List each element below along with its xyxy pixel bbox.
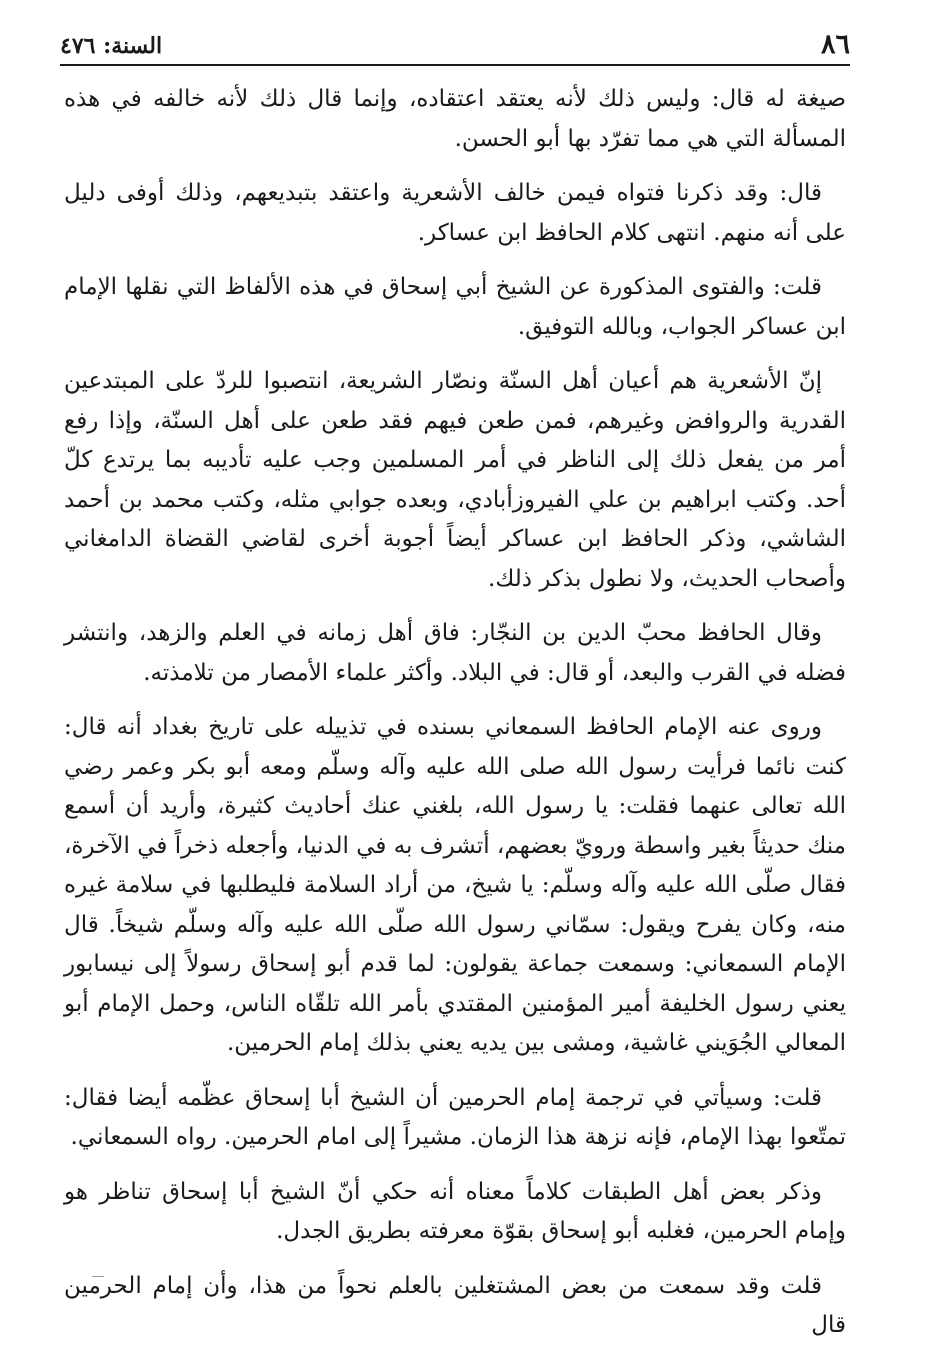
body-text	[64, 80, 846, 1361]
paragraph-8: وذكر بعض أهل الطبقات كلاماً معناه أنه حكي أنّ الشيخ أبا إسحاق تناظر هو وإمام الحرمين، فغلبه أبو إسحاق بقوّة معرفته بطريق الجدل.	[64, 1178, 846, 1244]
paragraph-3: قلت: والفتوى المذكورة عن الشيخ أبي إسحاق في هذه الألفاظ التي نقلها الإمام ابن عساكر الجواب، وبالله التوفيق.	[64, 274, 846, 340]
year-label: السنة: ٤٧٦	[60, 33, 163, 59]
paragraph-6: وروى عنه الإمام الحافظ السمعاني بسنده في تذييله على تاريخ بغداد أنه قال: كنت نائما فرأيت رسول الله صلى الله عليه وآله وسلّم ومعه أبو بكر وعمر رضي الله تعالى عنهما فقلت: يا رسول الله، بلغني عنك أحاديث كثيرة، وأريد أن أسمع منك حديثاً بغير واسطة ورويّ بعضهم، أتشرف به في الدنيا، وأجعله ذخراً في الآخرة، فقال صلّى الله عليه وآله وسلّم: يا شيخ، من أراد السلامة فليطلبها في سلامة غيره منه، وكان يفرح ويقول: سمّاني رسول الله صلّى الله عليه وآله وسلّم شيخاً. قال الإمام السمعاني: وسمعت جماعة يقولون: لما قدم أبو إسحاق رسولاً إلى نيسابور يعني رسول الخليفة أمير المؤمنين المقتدي بأمر الله تلقّاه الناس، وحمل الإمام أبو المعالي الجُوَيني غاشية، ومشى بين يديه يعني بذلك إمام الحرمين.	[64, 714, 846, 1056]
header-divider	[60, 64, 850, 66]
paragraph-5: وقال الحافظ محبّ الدين بن النجّار: فاق أهل زمانه في العلم والزهد، وانتشر فضله في القرب والبعد، أو قال: في البلاد. وأكثر علماء الأمصار من تلامذته.	[64, 620, 846, 686]
paragraph-2: قال: وقد ذكرنا فتواه فيمن خالف الأشعرية واعتقد بتبديعهم، وذلك أوفى دليل على أنه منهم. انتهى كلام الحافظ ابن عساكر.	[64, 180, 846, 246]
page-number: ٨٦	[820, 29, 850, 60]
page-header	[60, 30, 850, 66]
footer-mark	[92, 1276, 104, 1277]
paragraph-1: صيغة له قال: وليس ذلك لأنه يعتقد اعتقاده، وإنما قال ذلك لأنه خالفه في هذه المسألة التي هي مما تفرّد بها أبو الحسن.	[64, 86, 846, 152]
paragraph-7: قلت: وسيأتي في ترجمة إمام الحرمين أن الشيخ أبا إسحاق عظّمه أيضا فقال: تمتّعوا بهذا الإمام، فإنه نزهة هذا الزمان. مشيراً إلى امام الحرمين. رواه السمعاني.	[64, 1084, 846, 1150]
paragraph-4: إنّ الأشعرية هم أعيان أهل السنّة ونصّار الشريعة، انتصبوا للردّ على المبتدعين القدرية والروافض وغيرهم، فمن طعن فيهم فقد طعن على أهل السنّة، وإذا رفع أمر من يفعل ذلك إلى الناظر في أمر المسلمين وجب عليه تأديبه بما يرتدع كلّ أحد. وكتب ابراهيم بن علي الفيروزأبادي، وبعده جوابي مثله، وكتب محمد بن أحمد الشاشي، وذكر الحافظ ابن عساكر أيضاً أجوبة أخرى لقاضي القضاة الدامغاني وأصحاب الحديث، ولا نطول بذكر ذلك.	[64, 368, 846, 592]
paragraph-9: قلت وقد سمعت من بعض المشتغلين بالعلم نحواً من هذا، وأن إمام الحرمين قال	[64, 1272, 846, 1338]
